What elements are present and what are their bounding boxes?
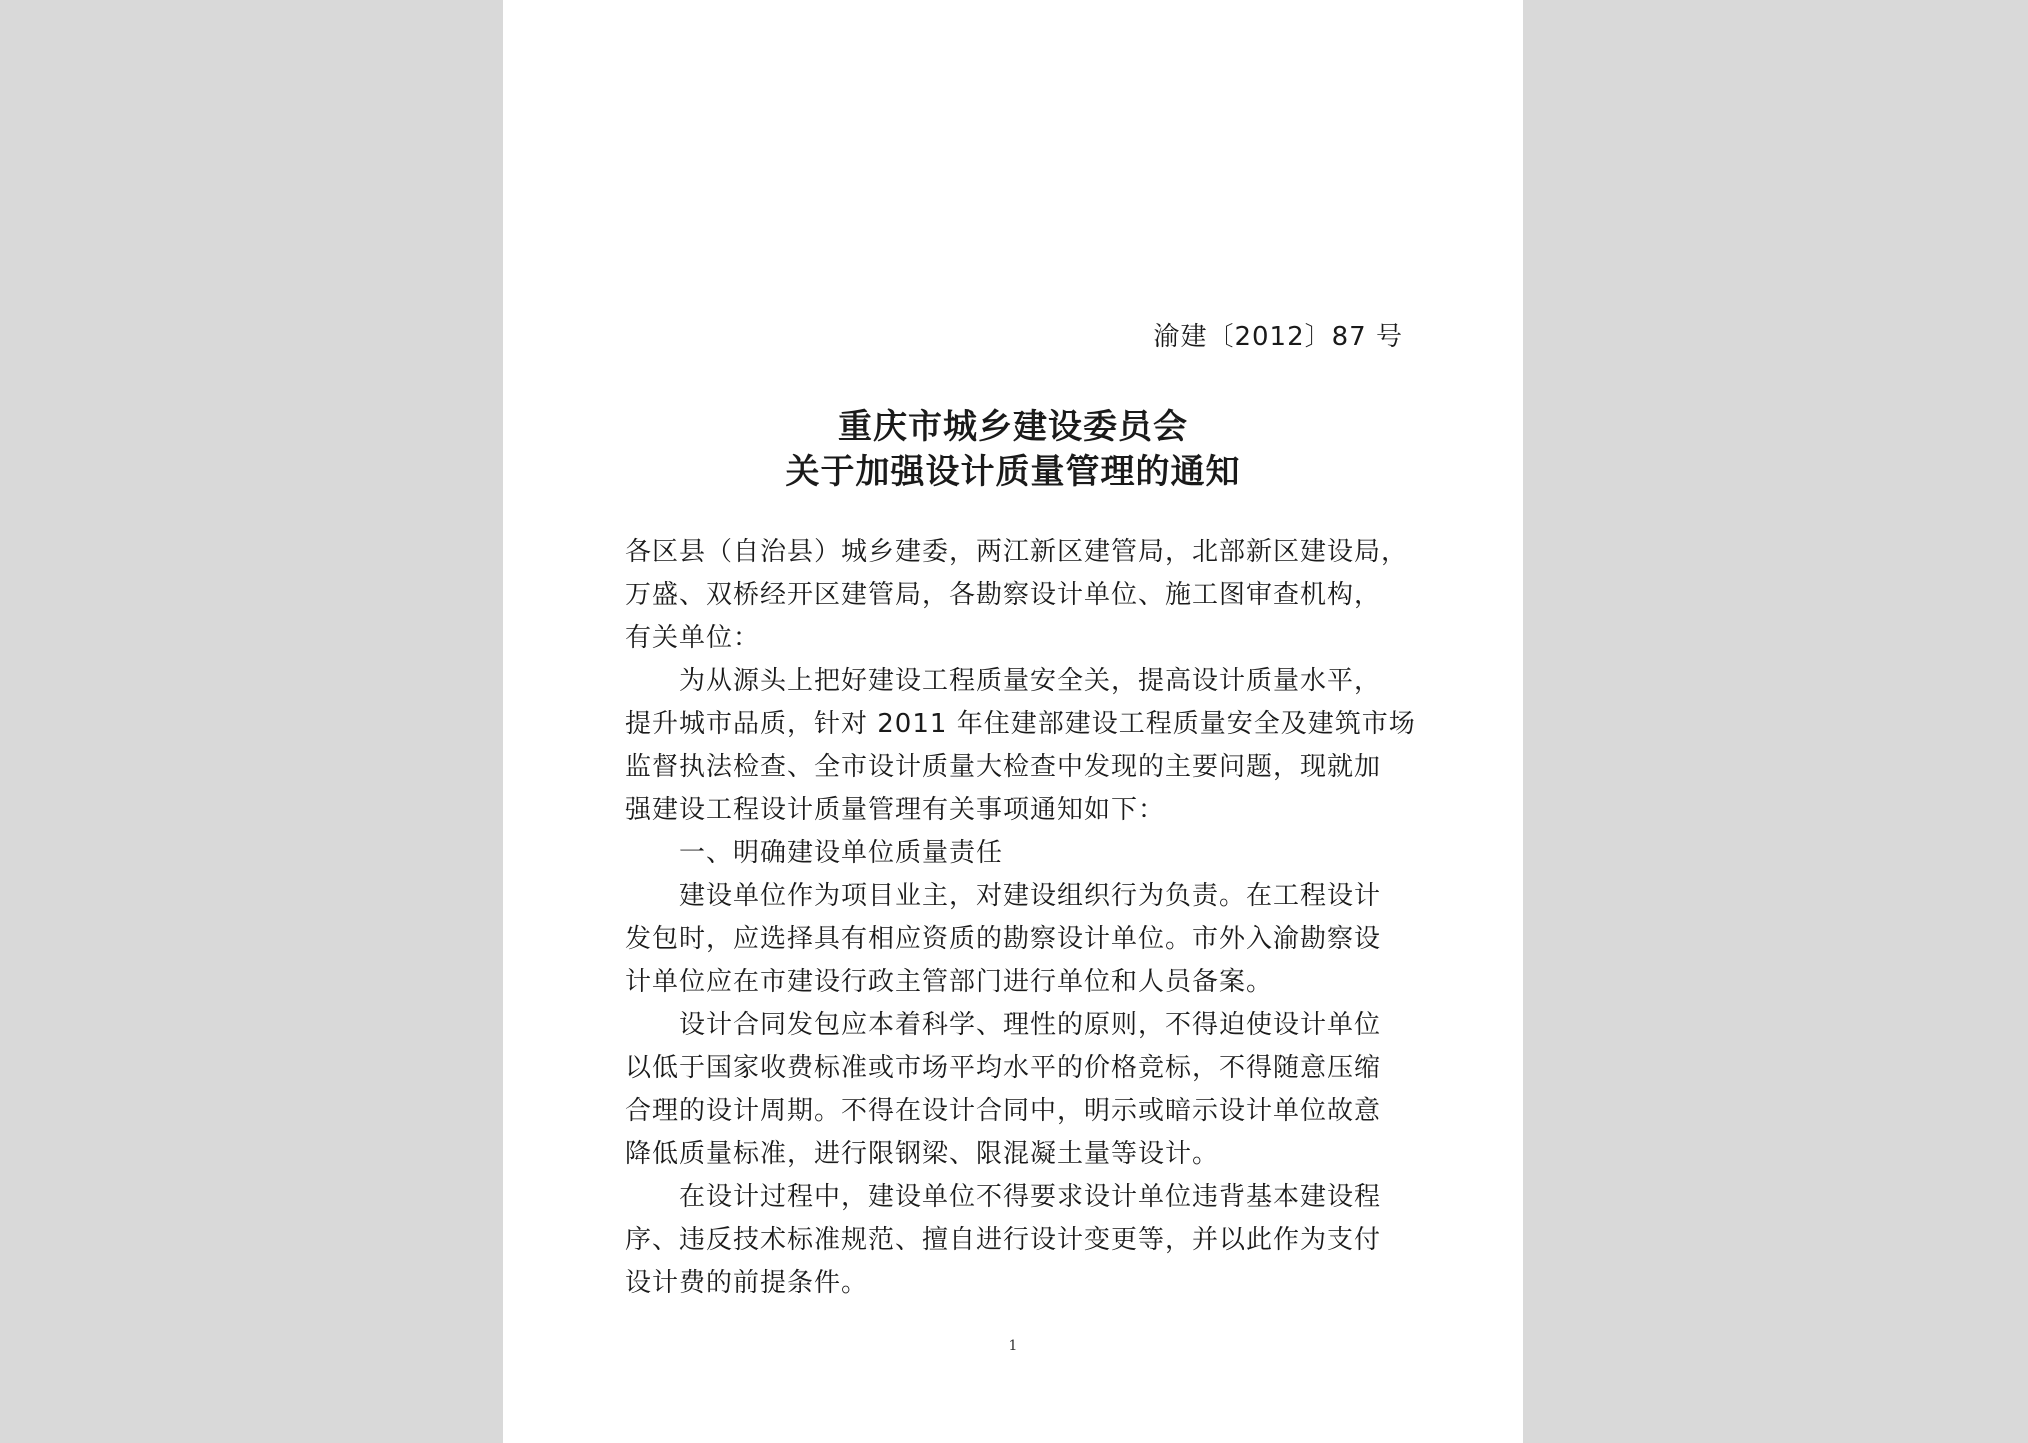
paragraph-line: 降低质量标准，进行限钢梁、限混凝土量等设计。 [625,1139,1220,1169]
paragraph-line: 以低于国家收费标准或市场平均水平的价格竞标，不得随意压缩 [625,1053,1382,1083]
paragraph-line: 序、违反技术标准规范、擅自进行设计变更等，并以此作为支付 [625,1225,1382,1255]
paragraph-line: 计单位应在市建设行政主管部门进行单位和人员备案。 [625,967,1274,997]
paragraph-line: 发包时，应选择具有相应资质的勘察设计单位。市外入渝勘察设 [625,924,1382,954]
document-page [503,0,1523,1443]
title-line-2: 关于加强设计质量管理的通知 [785,452,1241,492]
document-number: 渝建〔2012〕87 号 [1153,322,1403,352]
section-heading: 一、明确建设单位质量责任 [679,838,1004,868]
paragraph-line: 设计合同发包应本着科学、理性的原则，不得迫使设计单位 [679,1010,1382,1040]
paragraph-line: 监督执法检查、全市设计质量大检查中发现的主要问题，现就加 [625,752,1382,782]
paragraph-line: 建设单位作为项目业主，对建设组织行为负责。在工程设计 [679,881,1382,911]
paragraph-line: 设计费的前提条件。 [625,1268,869,1298]
title-line-1: 重庆市城乡建设委员会 [838,407,1188,447]
paragraph-line: 强建设工程设计质量管理有关事项通知如下： [625,795,1166,825]
paragraph-line: 提升城市品质，针对 2011 年住建部建设工程质量安全及建筑市场 [625,709,1416,739]
paragraph-line: 为从源头上把好建设工程质量安全关，提高设计质量水平， [679,666,1382,696]
paragraph-line: 在设计过程中，建设单位不得要求设计单位违背基本建设程 [679,1182,1382,1212]
page-number: 1 [1008,1338,1018,1354]
addressee-line-1: 各区县（自治县）城乡建委，两江新区建管局，北部新区建设局， [625,537,1409,567]
addressee-line-3: 有关单位： [625,623,761,653]
addressee-line-2: 万盛、双桥经开区建管局，各勘察设计单位、施工图审查机构， [625,580,1382,610]
paragraph-line: 合理的设计周期。不得在设计合同中，明示或暗示设计单位故意 [625,1096,1382,1126]
